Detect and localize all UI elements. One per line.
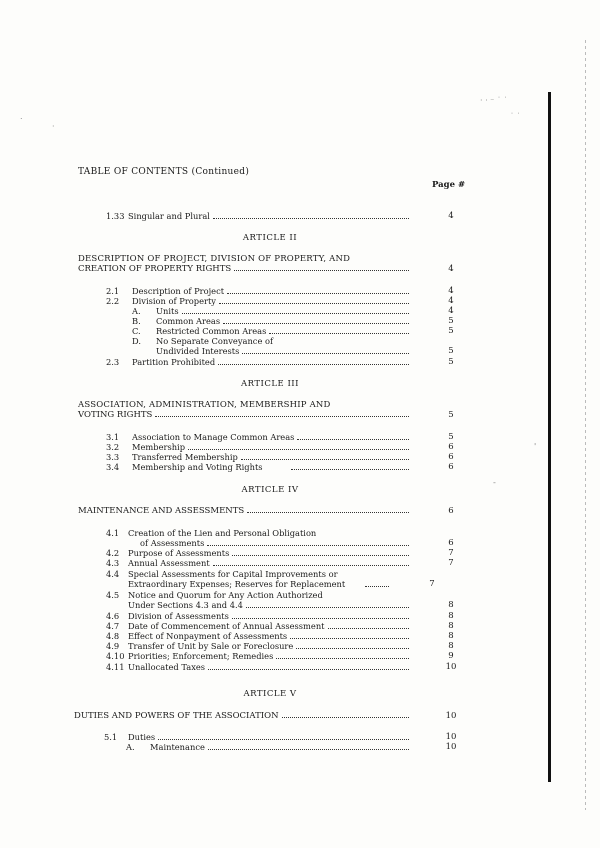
- scan-speck: · · ⁻ ˙ ˙: [480, 96, 508, 105]
- entry-title: Transfer of Unit by Sale or Foreclosure: [128, 641, 294, 651]
- leader-dots: [297, 433, 409, 440]
- entry-title: Duties: [128, 732, 156, 742]
- toc-subentry: [126, 742, 412, 752]
- entry-page: 5: [448, 326, 454, 336]
- entry-page: 7: [429, 579, 435, 589]
- leader-dots: [296, 642, 409, 649]
- entry-title: Maintenance: [150, 742, 205, 752]
- entry-number: 3.2: [106, 442, 120, 452]
- scan-speck: ˙ ˙: [510, 112, 521, 121]
- section-title: DESCRIPTION OF PROJECT, DIVISION OF PROPERTY, AND: [78, 254, 351, 264]
- leader-dots: [232, 549, 409, 556]
- toc-entry: [106, 662, 412, 672]
- leader-dots: [213, 559, 409, 566]
- toc-entry: [106, 286, 412, 296]
- toc-subentry: [132, 306, 412, 316]
- entry-number: 2.3: [106, 357, 120, 367]
- toc-heading: TABLE OF CONTENTS (Continued): [78, 167, 250, 177]
- toc-entry: [106, 558, 412, 568]
- entry-number: 4.4: [106, 569, 120, 579]
- leader-dots: [218, 358, 409, 365]
- scan-border-line: [548, 92, 551, 782]
- entry-page: 6: [448, 452, 454, 462]
- entry-number: 4.5: [106, 590, 120, 600]
- entry-page: 4: [448, 306, 454, 316]
- toc-entry: [106, 432, 412, 442]
- toc-entry: [106, 641, 412, 651]
- leader-dots: [208, 743, 409, 750]
- entry-page: 10: [445, 662, 457, 672]
- leader-dots: [365, 580, 389, 587]
- entry-number: 3.4: [106, 462, 120, 472]
- entry-title: Under Sections 4.3 and 4.4: [128, 600, 243, 610]
- toc-entry-continued: [128, 579, 412, 589]
- toc-entry: [106, 211, 412, 221]
- section-title: CREATION OF PROPERTY RIGHTS: [78, 264, 232, 274]
- section-title: MAINTENANCE AND ASSESSMENTS: [78, 506, 245, 516]
- entry-title: Annual Assessment: [128, 558, 210, 568]
- leader-dots: [282, 711, 409, 718]
- leader-dots: [241, 453, 409, 460]
- entry-number: 4.7: [106, 621, 120, 631]
- toc-entry: [106, 296, 412, 306]
- entry-letter: A.: [126, 742, 135, 752]
- leader-dots: [207, 539, 409, 546]
- entry-title: Membership and Voting Rights: [132, 462, 263, 472]
- entry-title: Creation of the Lien and Personal Obligation: [128, 528, 317, 538]
- entry-page: 8: [448, 600, 454, 610]
- toc-entry: [106, 357, 412, 367]
- section-page: 6: [448, 506, 454, 516]
- entry-page: 9: [448, 651, 454, 661]
- entry-page: 10: [445, 732, 457, 742]
- section-page: 4: [448, 264, 454, 274]
- entry-title: Units: [156, 306, 179, 316]
- entry-number: 3.3: [106, 452, 120, 462]
- article-heading: ARTICLE II: [242, 233, 298, 243]
- entry-number: 5.1: [104, 732, 118, 742]
- scan-edge-line: [585, 40, 586, 810]
- entry-page: 5: [448, 432, 454, 442]
- toc-entry: [106, 569, 412, 579]
- section-title: ASSOCIATION, ADMINISTRATION, MEMBERSHIP AND: [78, 400, 331, 410]
- entry-page: 7: [448, 548, 454, 558]
- leader-dots: [188, 443, 409, 450]
- entry-letter: C.: [132, 326, 141, 336]
- entry-page: 6: [448, 538, 454, 548]
- article-heading: ARTICLE V: [243, 689, 297, 699]
- article-heading: ARTICLE III: [240, 379, 300, 389]
- entry-number: 4.8: [106, 631, 120, 641]
- toc-entry: [106, 590, 412, 600]
- entry-number: 4.6: [106, 611, 120, 621]
- leader-dots: [291, 463, 409, 470]
- leader-dots: [290, 632, 409, 639]
- article-heading: ARTICLE IV: [241, 485, 299, 495]
- scan-speck: ·: [52, 122, 55, 131]
- entry-page: 4: [448, 286, 454, 296]
- entry-title: Undivided Interests: [156, 346, 240, 356]
- leader-dots: [213, 212, 409, 219]
- entry-page: 5: [448, 357, 454, 367]
- leader-dots: [247, 506, 409, 513]
- scan-speck: ': [534, 442, 537, 451]
- section-page: 5: [448, 410, 454, 420]
- entry-title: Restricted Common Areas: [156, 326, 267, 336]
- toc-entry: [106, 452, 412, 462]
- section-title-line: [78, 410, 412, 420]
- entry-title: Date of Commencement of Annual Assessment: [128, 621, 325, 631]
- leader-dots: [234, 264, 409, 271]
- section-title: DUTIES AND POWERS OF THE ASSOCIATION: [74, 711, 279, 721]
- entry-letter: D.: [132, 336, 141, 346]
- entry-page: 4: [448, 211, 454, 221]
- entry-title: Common Areas: [156, 316, 221, 326]
- leader-dots: [227, 287, 409, 294]
- entry-page: 6: [448, 442, 454, 452]
- leader-dots: [242, 347, 409, 354]
- leader-dots: [223, 317, 409, 324]
- entry-number: 4.1: [106, 528, 120, 538]
- toc-subentry: [132, 326, 412, 336]
- section-title: VOTING RIGHTS: [78, 410, 153, 420]
- section-title-line: [78, 506, 412, 516]
- leader-dots: [232, 612, 409, 619]
- entry-number: 2.2: [106, 296, 120, 306]
- entry-number: 4.11: [106, 662, 125, 672]
- entry-page: 10: [445, 742, 457, 752]
- entry-page: 6: [448, 462, 454, 472]
- toc-subentry: [132, 316, 412, 326]
- entry-number: 2.1: [106, 286, 120, 296]
- toc-entry-continued: [128, 600, 412, 610]
- entry-title: Unallocated Taxes: [128, 662, 206, 672]
- toc-entry: [106, 611, 412, 621]
- entry-title: Transferred Membership: [132, 452, 238, 462]
- entry-page: 8: [448, 641, 454, 651]
- entry-title: Effect of Nonpayment of Assessments: [128, 631, 288, 641]
- entry-number: 4.3: [106, 558, 120, 568]
- toc-subentry: [132, 336, 412, 346]
- toc-entry-continued: [140, 538, 412, 548]
- entry-page: 8: [448, 621, 454, 631]
- scan-speck: .: [20, 112, 23, 121]
- toc-entry: [106, 548, 412, 558]
- toc-entry: [104, 732, 412, 742]
- toc-entry: [106, 621, 412, 631]
- entry-page: 4: [448, 296, 454, 306]
- entry-title: Singular and Plural: [128, 211, 210, 221]
- entry-title: Extraordinary Expenses; Reserves for Replacement: [128, 579, 346, 589]
- toc-entry: [106, 651, 412, 661]
- toc-entry: [106, 442, 412, 452]
- leader-dots: [158, 733, 409, 740]
- entry-title: of Assessments: [140, 538, 205, 548]
- entry-number: 4.9: [106, 641, 120, 651]
- leader-dots: [155, 410, 409, 417]
- section-page: 10: [445, 711, 457, 721]
- leader-dots: [328, 622, 409, 629]
- entry-number: 1.33: [106, 211, 125, 221]
- section-title-line: [78, 264, 412, 274]
- entry-title: Priorities; Enforcement; Remedies: [128, 651, 274, 661]
- entry-title: Association to Manage Common Areas: [132, 432, 295, 442]
- toc-entry: [106, 631, 412, 641]
- toc-entry: [106, 462, 412, 472]
- entry-page: 8: [448, 631, 454, 641]
- section-title-line: [74, 711, 412, 721]
- entry-number: 4.10: [106, 651, 125, 661]
- page-column-label: Page #: [432, 180, 466, 190]
- entry-title: Notice and Quorum for Any Action Authorized: [128, 590, 323, 600]
- entry-title: Division of Property: [132, 296, 216, 306]
- entry-number: 3.1: [106, 432, 120, 442]
- entry-page: 5: [448, 316, 454, 326]
- leader-dots: [182, 307, 409, 314]
- entry-title: Membership: [132, 442, 186, 452]
- toc-entry: [106, 528, 412, 538]
- entry-title: No Separate Conveyance of: [156, 336, 274, 346]
- entry-number: 4.2: [106, 548, 120, 558]
- leader-dots: [269, 327, 409, 334]
- entry-title: Special Assessments for Capital Improvements or: [128, 569, 338, 579]
- leader-dots: [276, 652, 409, 659]
- toc-subentry-continued: [156, 346, 412, 356]
- entry-title: Description of Project: [132, 286, 225, 296]
- leader-dots: [246, 601, 409, 608]
- entry-page: 5: [448, 346, 454, 356]
- entry-page: 7: [448, 558, 454, 568]
- entry-title: Division of Assessments: [128, 611, 229, 621]
- leader-dots: [219, 297, 409, 304]
- scan-speck: -: [493, 478, 496, 487]
- entry-letter: B.: [132, 316, 141, 326]
- entry-letter: A.: [132, 306, 141, 316]
- entry-page: 8: [448, 611, 454, 621]
- entry-title: Purpose of Assessments: [128, 548, 230, 558]
- entry-title: Partition Prohibited: [132, 357, 216, 367]
- leader-dots: [208, 663, 409, 670]
